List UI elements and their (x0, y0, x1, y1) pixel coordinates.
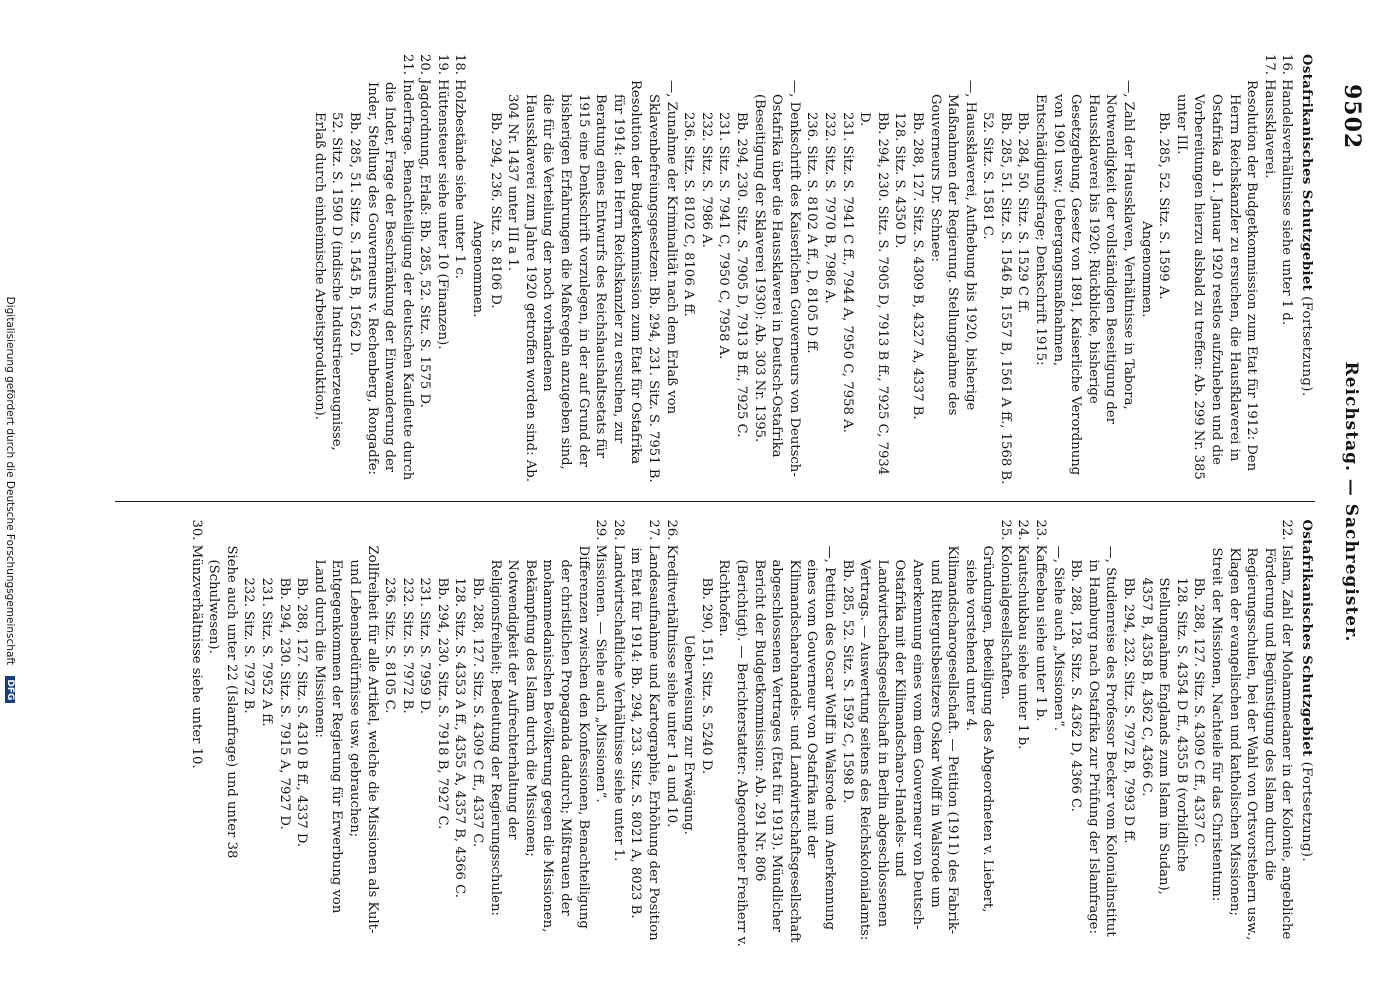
index-entry: 22. Islam, Zahl der Mohammedaner in der Kolonie, angebliche Förderung und Begünstigung des Islam durch die Regierungsschulen, bei der Wahl von Ortsvorstehern usw., Klagen der evangelischen und katholischen Missionen; Streit der Missionen, Nachteile für das Christentum: (1209, 519, 1295, 941)
page-reference: Bb. 288, 127. Sitz. S. 4310 B ff., 4337 D. (294, 577, 310, 848)
page-reference: Bb. 288, 127. Sitz. S. 4309 C ff., 4337 C. (470, 577, 486, 848)
index-entry: 16. Handelsverhältnisse siehe unter 1 d. (1279, 54, 1295, 326)
right-section-cont: (Fortsetzung). (1299, 761, 1314, 862)
left-section-cont: (Fortsetzung). (1299, 296, 1314, 397)
index-entry: 30. Münzverhältnisse siehe unter 10. (188, 519, 204, 769)
page-reference: 128. Sitz. S. 4354 D ff., 4355 B (vorbildliche Stellungnahme Englands zum Islam im Sudan), (1156, 577, 1189, 895)
right-section-title (1297, 520, 1315, 951)
resolution-status: Angenommen. (1138, 221, 1154, 318)
dfg-logo: DFG (5, 676, 15, 703)
page-reference: 52. Sitz. S. 1581 C. (980, 112, 996, 240)
index-subentry: Zollfreiheit für alle Artikel, welche die Missionen als Kult- und Lebensbedürfnisse usw. gebrauchen; Entgegenkommen der Regierung für Erwerbung von Land durch die Missionen: (311, 545, 380, 934)
running-head: Reichstag. — Sachregister. (1341, 361, 1361, 643)
resolution-status: Ueberweisung zur Erwägung. (681, 634, 697, 835)
index-subentry: —, Zunahme der Kriminalität nach dem Erlaß von Sklavenbefreiungsgesetzen: Bb. 294, 231. Sitz. S. 7951 B. (646, 80, 679, 483)
index-subentry: Gründungen, Beteiligung des Abgeordneten v. Liebert, siehe vorstehend unter 4. (962, 545, 996, 913)
page-reference: Bb. 288, 127. Sitz. S. 4309 B, 4327 A, 4337 B. (909, 112, 925, 420)
page-reference: Bb. 290, 151. Sitz. S. 5240 D. (698, 577, 714, 775)
page-reference: 128. Sitz. S. 4350 D. (892, 112, 908, 249)
page-reference: 236. Sitz. S. 8105 C. (382, 577, 398, 714)
page-reference: 232. Sitz. S. 7972 B. (241, 577, 257, 714)
page-reference: Bb. 294, 230. Sitz. S. 7905 D, 7913 B ff., 7925 C. (734, 112, 749, 438)
index-entry: 23. Kaffeebau siehe unter 1 b. (1033, 519, 1049, 722)
page-reference: 128. Sitz. S. 4353 A ff., 4355 A, 4357 B, 4366 C. (452, 577, 468, 898)
page-reference: 52. Sitz. S. 1590 D (indische Industrieerzeugnisse, Erlaß durch einheimische Arbeitsproduktion). (311, 112, 345, 451)
index-subentry: —, Zahl der Haussklaven, Verhältnisse in Tabora, Notwendigkeit der vollständigen Beseitigung der Haussklaverei bis 1920; Rückblicke, bisherige Gesetzgebung, Gesetz von 1891, Kaiserliche Verordnung von 1901 usw.; Uebergangsmaßnahmen, Entschädigungsfrage; Denkschrift 1915: (1033, 80, 1137, 476)
page-reference: 231. Sitz. S. 7941 C ff., 7944 A, 7950 C, 7958 A. (839, 112, 855, 433)
page-reference: Bb. 288, 127. Sitz. S. 4309 C ff., 4337 C. (1191, 577, 1207, 848)
page-reference: Bb. 294, 230. Sitz. S. 7915 A, 7927 D. (276, 577, 292, 830)
page-reference: Bb. 285, 51. Sitz. S. 1545 B, 1562 D. (346, 112, 362, 356)
page-reference: Bb. 285, 52. Sitz. S. 1599 A. (1156, 112, 1172, 300)
index-subentry: —, Haussklaverei, Aufhebung bis 1920, bisherige Maßnahmen der Regierung. Stellungnahme des Gouverneurs Dr. Schnee: (927, 80, 978, 416)
index-subentry: —, Petition des Oscar Wolff in Walsrode um Anerkennung eines vom Gouverneur von Ostafrika mit der Kilimandscharohandels- und Landwirtschaftsgesellschaft abgeschlossenen Vertrages (Etat für 1913). Mündlicher Bericht der Budgetkommission: Ab. 291 Nr. 806 (Berichtigt). — Berichterstatter: Abgeordneter Freiherr v. Richthofen. (716, 545, 837, 947)
page-reference: 232. Sitz. S. 7986 A. (698, 112, 714, 248)
page-reference: Bb. 294, 232. Sitz. S. 7972 B, 7993 D ff. (1121, 577, 1137, 844)
page-reference: 232. Sitz. S. 7972 B. (399, 577, 415, 714)
index-subentry: Siehe auch unter 22 (Islamfrage) und unter 38 (Schulwesen). (206, 545, 239, 859)
page-reference: 236. Sitz. S. 8102 A ff., D, 8105 D ff. (804, 112, 820, 354)
page-header (1321, 40, 1365, 964)
page-reference: 231. Sitz. S. 7941 C, 7950 C, 7958 A. (716, 112, 732, 360)
index-subentry: Differenzen zwischen den Konfessionen, Benachteiligung der christlichen Propaganda dadurch; Mißtrauen der mohammedanischen Bevölkerung gegen die Missionen, Bekämpfung des Islam durch die Missionen; Notwendigkeit der Aufrechterhaltung der Religionsfreiheit; Bedeutung der Regierungsschulen: (487, 545, 591, 933)
right-column (115, 502, 1315, 965)
index-entry: 20. Jagdordnung, Erlaß: Bb. 285, 52. Sitz. S. 1575 D. (417, 54, 433, 408)
index-entry: 27. Landesaufnahme und Kartographie, Erhöhung der Position im Etat für 1914: Bb. 294, 233. Sitz. S. 8021 A, 8023 B. (628, 519, 662, 941)
text-columns (115, 40, 1315, 964)
page-reference: Bb. 294, 230. Sitz. S. 7918 B, 7927 C. (434, 577, 450, 830)
right-section-title-text: Ostafrikanisches Schutzgebiet (1299, 519, 1314, 757)
page-reference: 231. Sitz. S. 7959 D. (417, 577, 433, 714)
index-entry: 26. Kreditverhältnisse siehe unter 1 a und 10. (663, 519, 679, 828)
index-entry: 29. Missionen. — Siehe auch „Missionen“. (593, 519, 609, 803)
left-column (115, 40, 1315, 502)
page-reference: 236. Sitz. S. 8102 C, 8106 A ff. (681, 112, 697, 317)
index-subentry: —, Siehe auch „Missionen“. (1050, 545, 1066, 732)
page-reference: Bb. 285, 51. Sitz. S. 1546 B, 1557 B, 1561 A ff., 1568 B. (997, 112, 1013, 485)
page-reference: Bb. 294, 230. Sitz. S. 7905 D, 7913 B ff., 7925 C, 7934 D. (857, 112, 890, 476)
index-entry: 19. Hüttensteuer siehe unter 10 (Finanzen). (434, 54, 450, 350)
index-entry: 28. Landwirtschaftliche Verhältnisse siehe unter 1. (610, 519, 626, 862)
index-subentry: Resolution der Budgetkommission zum Etat für 1912: Den Herrn Reichskanzler zu ersuchen, die Hausfklaverei in Ostafrika ab 1. Januar 1920 restlos aufzuheben und die Vorbereitungen hierzu alsbald zu treffen: Ab. 299 Nr. 385 unter III. (1173, 80, 1260, 480)
page-number: 9502 (1339, 84, 1365, 150)
index-entry: 18. Holzbestände siehe unter 1 c. (452, 54, 468, 279)
index-subentry: —, Studienreise des Professor Becker vom Kolonialinstitut in Hamburg nach Ostafrika zur Prüfung der Islamfrage: Bb. 288, 128. Sitz. S. 4362 D, 4366 C. (1068, 545, 1119, 937)
left-section-title (1297, 54, 1315, 485)
page-reference: 232. Sitz. S. 7970 B, 7986 A. (821, 112, 837, 304)
index-subentry: —, Denkschrift des Kaiserlichen Gouverneurs von Deutsch-Ostafrika über die Haussklaverei in Deutsch-Ostafrika (Beseitigung der Sklaverei 1930): Ab. 303 Nr. 1395. (751, 80, 802, 477)
index-entry: 24. Kautschukbau siehe unter 1 b. (1015, 519, 1031, 750)
footer-credit-text: Digitalisierung gefördert durch die Deutsche Forschungsgemeinschaft (4, 296, 16, 666)
page-reference: 4357 B, 4358 B, 4362 C, 4366 C. (1138, 577, 1154, 797)
page-reference: 231. Sitz. S. 7952 A ff. (258, 577, 274, 727)
index-subentry: Kilimandscharogesellschaft. — Petition (1911) des Fabrik- und Rittergutsbesitzers Oskar Wolff in Walsrode um Anerkennung eines vom dem Gouverneur von Deutsch-Ostafrika mit der Kilimandscharo-Handels- und Landwirtschaftsgesellschaft in Berlin abgeschlossenen Vertrags. — Auswertung seitens des Reichskolonialamts: Bb. 285, 52. Sitz. S. 1592 C, 1598 D. (839, 545, 961, 941)
index-subentry: Resolution der Budgetkommission zum Etat für Ostafrika für 1914: den Herrn Reichskanzler zu ersuchen, zur Beratung eines Entwurfs des Reichshaushaltsetats für 1915 eine Denkschrift vorzulegen, in der auf Grund der bisherigen Erfahrungen die Maßregeln anzugeben sind, die für die Verteilung der noch vorhandenen Haussklaverei zum Jahre 1920 getroffen worden sind: Ab. 304 Nr. 1437 unter III a 1. (505, 80, 644, 482)
page-reference: Bb. 284, 50. Sitz. S. 1529 C ff. (1015, 112, 1031, 314)
index-entry: 21. Inderfrage. Benachteiligung der deutschen Kaufleute durch die Inder, Frage der Beschränkung der Einwanderung der Inder, Stellung des Gouverneurs v. Rechenberg, Rongadfe: (364, 54, 415, 481)
index-entry: 25. Kolonialgesellschaften. (997, 519, 1013, 700)
index-entry: 17. Haussklaverei. (1261, 54, 1277, 179)
footer-credit (4, 0, 16, 1000)
resolution-status: Angenommen. (470, 221, 486, 318)
page-reference: Bb. 294, 236. Sitz. S. 8106 D. (487, 112, 503, 309)
left-section-title-text: Ostafrikanisches Schutzgebiet (1299, 54, 1314, 292)
